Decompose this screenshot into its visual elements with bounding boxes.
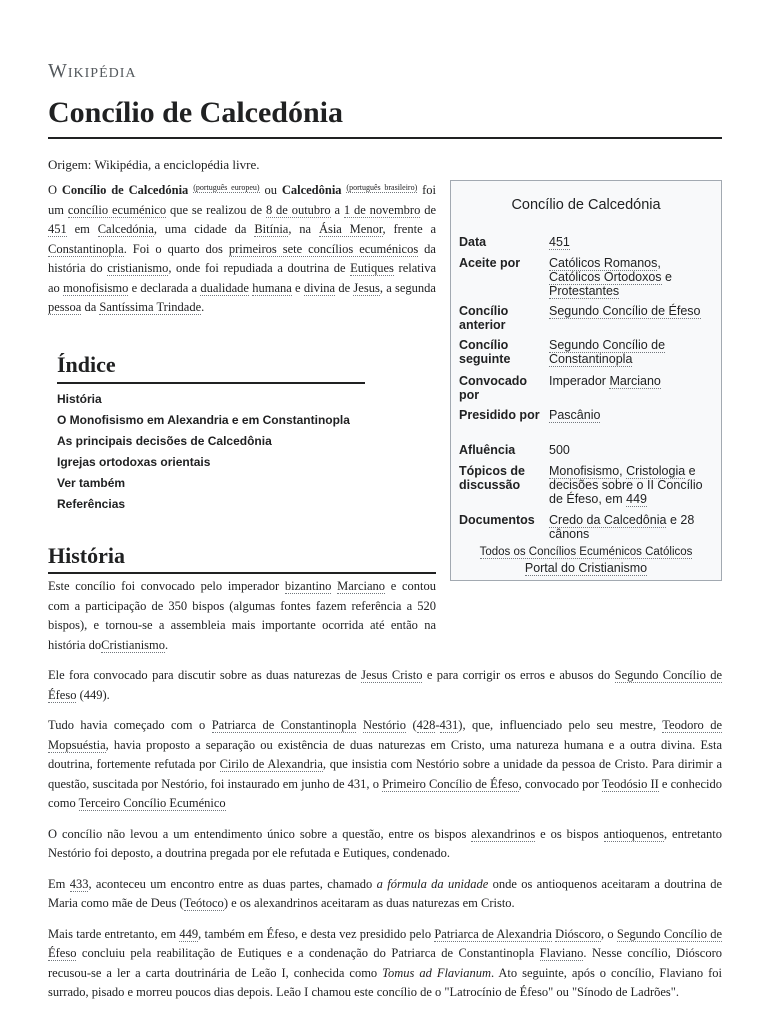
link[interactable]: 1 de novembro (343, 202, 421, 217)
infobox-value (549, 304, 719, 318)
variant-note[interactable]: (português brasileiro) (346, 183, 418, 192)
intro-paragraph: O Concílio de Calcedónia $^{(português europeu)}$ ou Calcedônia $^{(português brasileiro)}$ foi um concílio ecuménico que se realizou de 8 de outubro a 1 de novembro de 451 em Calcedónia, uma cidade da Bitínia, na Ásia Menor, frente a Constantinopla. Foi o quarto dos primeiros sete concílios ecuménicos da história do cristianismo, onde foi repudiada a doutrina de Eutiques relativa ao monofisismo e declarada a dualidade humana e divina de Jesus, a segunda pessoa da Santíssima Trindade. (48, 183, 437, 314)
link[interactable]: Católicos Romanos (549, 256, 658, 270)
link[interactable]: monofisismo (63, 280, 129, 295)
infobox-value: Imperador Marciano (549, 374, 661, 388)
infobox-value: Monofisismo, Cristologia e decisões sobre o II Concílio de Éfeso, em 449 (549, 464, 703, 506)
bold-term: Concílio de Calcedónia (61, 183, 189, 197)
link[interactable]: primeiros sete concílios ecuménicos (228, 241, 419, 256)
link[interactable]: Cirilo de Alexandria (219, 757, 323, 771)
link[interactable]: Credo da Calcedônia (549, 513, 667, 527)
link[interactable]: Patriarca de Alexandria (434, 926, 552, 941)
toc-title: Índice (57, 352, 116, 377)
infobox (450, 180, 722, 581)
variant-note[interactable]: (português europeu) (193, 183, 260, 192)
link[interactable]: divina (303, 280, 336, 295)
link[interactable]: Terceiro Concílio Ecuménico (78, 796, 226, 810)
page-title: Concílio de Calcedónia (48, 96, 344, 129)
link[interactable]: Teótoco (183, 896, 224, 910)
link[interactable]: 449 (626, 492, 647, 506)
link[interactable]: Marciano (609, 374, 661, 388)
link[interactable]: dualidade (200, 280, 249, 295)
infobox-label: Concílio seguinte (459, 338, 511, 366)
link[interactable]: Constantinopla (48, 241, 124, 256)
link[interactable]: Eutiques (350, 261, 394, 275)
section-heading: História (48, 543, 125, 568)
link[interactable]: 431 (439, 718, 459, 732)
link[interactable]: Cristologia (626, 464, 686, 478)
link[interactable]: Protestantes (549, 284, 620, 298)
toc-divider (57, 382, 365, 384)
infobox-footer-link[interactable]: Todos os Concílios Ecuménicos Católicos (479, 546, 693, 558)
link[interactable]: 433 (69, 876, 89, 891)
infobox-label: Aceite por (459, 256, 521, 270)
toc-item[interactable]: O Monofisismo em Alexandria e em Constantinopla (57, 413, 350, 427)
link[interactable]: bizantino (284, 579, 332, 593)
infobox-value: Católicos Romanos, Católicos Ortodoxos e Protestantes (549, 256, 672, 298)
infobox-portal-link[interactable]: Portal do Cristianismo (524, 561, 648, 575)
link[interactable]: 451 (549, 235, 570, 249)
link[interactable]: Jesus Cristo (361, 668, 423, 682)
infobox-value (549, 408, 719, 422)
link[interactable]: Segundo Concílio de Éfeso (48, 668, 723, 702)
link[interactable]: Flaviano (539, 946, 584, 960)
infobox-value (549, 235, 719, 249)
infobox-label: Convocado por (459, 374, 528, 402)
link[interactable]: Monofisismo (549, 464, 620, 478)
link[interactable]: Bitínia (254, 222, 289, 236)
link[interactable]: Pascânio (549, 408, 601, 422)
link[interactable]: 451 (48, 222, 67, 236)
origin-note: Origem: Wikipédia, a enciclopédia livre. (48, 157, 260, 172)
link[interactable]: Calcedónia (97, 222, 154, 236)
paragraph: Ele fora convocado para discutir sobre as duas naturezas de Jesus Cristo e para corrigir os erros e abusos do Segundo Concílio de Éfeso (449). (48, 668, 723, 702)
link[interactable]: Segundo Concílio de Éfeso (48, 926, 723, 960)
table-of-contents (57, 352, 365, 515)
link[interactable]: Ásia Menor (318, 222, 383, 236)
link[interactable]: antioquenos (603, 826, 664, 841)
infobox-label: Data (459, 235, 487, 249)
link[interactable]: Primeiro Concílio de Éfeso (382, 776, 519, 791)
toc-item[interactable]: Ver também (57, 476, 126, 490)
link[interactable]: alexandrinos (471, 826, 536, 841)
link[interactable]: humana (252, 280, 292, 295)
link[interactable]: 428 (416, 718, 436, 732)
link[interactable]: Nestório (362, 718, 406, 732)
toc-item[interactable]: As principais decisões de Calcedônia (57, 434, 272, 448)
link[interactable]: Católicos Ortodoxos (549, 270, 662, 284)
section-divider (48, 572, 436, 574)
paragraph: O concílio não levou a um entendimento único sobre a questão, entre os bispos alexandrinos e os bispos antioquenos, entretanto Nestório foi deposto, a doutrina pregada por ele refutada e Eutiques, condenado. (48, 826, 722, 860)
link[interactable]: 8 de outubro (265, 202, 331, 217)
link[interactable]: Segundo Concílio de Éfeso (549, 304, 701, 318)
infobox-label: Tópicos de discussão (459, 464, 525, 492)
link[interactable]: Teodoro de Mopsuéstia (48, 718, 723, 752)
infobox-label: Documentos (459, 513, 535, 527)
link[interactable]: cristianismo (107, 261, 169, 275)
link[interactable]: Patriarca de Constantinopla (211, 718, 357, 732)
infobox-value (549, 338, 719, 366)
toc-item[interactable]: História (57, 392, 102, 406)
infobox-value: Credo da Calcedônia e 28 cânons (549, 513, 695, 541)
link[interactable]: 449 (179, 926, 199, 941)
paragraph: Mais tarde entretanto, em 449, também em Éfeso, e desta vez presidido pelo Patriarca de Alexandria Dióscoro, o Segundo Concílio de Éfeso concluiu pela reabilitação de Eutiques e a condenação do Patriarca de Constantinopla Flaviano. Nesse concílio, Dióscoro recusou-se a ler a carta doutrinária de Leão I, conhecida como Tomus ad Flavianum. Ato seguinte, após o concílio, Flaviano foi surrado, pisado e morreu poucos dias depois. Leão I chamou este concílio de o "Latrocínio de Éfeso" ou "Sínodo de Ladrões". (48, 926, 723, 999)
bold-term: Calcedônia (281, 183, 342, 197)
infobox-label: Presidido por (459, 408, 540, 422)
title-divider (48, 137, 722, 139)
infobox-value: 500 (549, 443, 570, 457)
section-body (48, 577, 722, 1014)
paragraph: Tudo havia começado com o Patriarca de Constantinopla Nestório (428-431), que, influenciado pelo seu mestre, Teodoro de Mopsuéstia, havia proposto a separação ou existência de duas naturezas em Cristo, uma natureza humana e a outra divina. Esta doutrina, fortemente refutada por Cirilo de Alexandria, que insistia com Nestório sobre a unidade da pessoa de Cristo. Para dirimir a questão, suscitada por Nestório, foi instaurado em junho de 431, o Primeiro Concílio de Éfeso, convocado por Teodósio II e conhecido como Terceiro Concílio Ecuménico (48, 718, 723, 810)
link[interactable]: concílio ecuménico (67, 202, 167, 217)
infobox-label: Afluência (459, 443, 516, 457)
link[interactable]: Marciano (337, 579, 386, 593)
link[interactable]: Teodósio II (601, 776, 659, 791)
toc-item[interactable]: Referências (57, 497, 126, 511)
paragraph: Este concílio foi convocado pelo imperador bizantino Marciano e contou com a participação de 350 bispos (algumas fontes fazem referência a 520 bispos), e tornou-se a assembleia mais importante ocorrida até então na história doCristianismo. (48, 579, 436, 652)
link[interactable]: Jesus (353, 280, 380, 295)
infobox-label: Concílio anterior (459, 304, 509, 332)
paragraph: Em 433, aconteceu um encontro entre as duas partes, chamado a fórmula da unidade onde os antioquenos aceitaram a doutrina de Maria como mãe de Deus (Teótoco) e os alexandrinos aceitaram as duas naturezas em Cristo. (48, 876, 722, 910)
link[interactable]: Cristianismo (101, 637, 166, 652)
link[interactable]: Segundo Concílio de Constantinopla (549, 338, 666, 366)
link[interactable]: pessoa (48, 300, 82, 314)
infobox-title: Concílio de Calcedónia (511, 197, 661, 213)
link[interactable]: Dióscoro (555, 926, 601, 941)
site-logo[interactable]: Wikipédia (48, 60, 137, 82)
link[interactable]: Santíssima Trindade (99, 300, 202, 314)
toc-item[interactable]: Igrejas ortodoxas orientais (57, 455, 211, 469)
